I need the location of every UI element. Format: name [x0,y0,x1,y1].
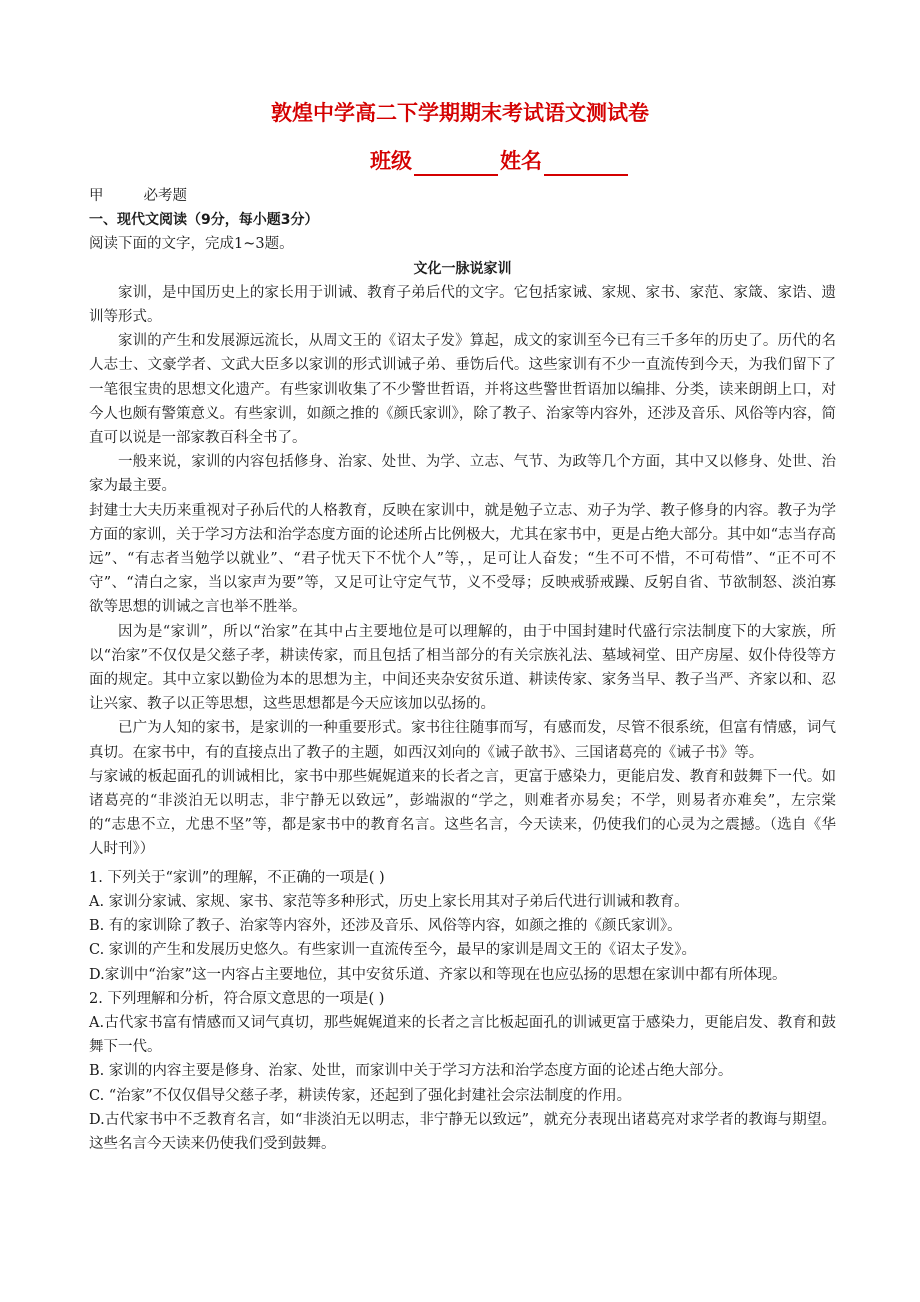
article-paragraph: 封建士大夫历来重视对子孙后代的人格教育，反映在家训中，就是勉子立志、劝子为学、教子修身的内容。教子为学方面的家训，关于学习方法和治学态度方面的论述所占比例极大，尤其在家书中，更是占绝大部分。其中如“志当存高远”、“有志者当勉学以就业”、“君子忧天下不忧个人”等，，足可让人奋发；“生不可不惜，不可苟惜”、“正不可不守”、“清白之家，当以家声为要”等，又足可让守定气节，义不受辱；反映戒骄戒躁、反躬自省、节欲制怒、淡泊寡欲等思想的训诫之言也举不胜举。 [89,502,836,616]
question-2-option-a: A.古代家书富有情感而又词气真切，那些娓娓道来的长者之言比板起面孔的训诫更富于感染力，更能启发、教育和鼓舞下一代。 [89,1014,836,1056]
article-paragraph: 家训的产生和发展源远流长，从周文王的《诏太子发》算起，成文的家训至今已有三千多年的历史了。历代的名人志士、文豪学者、文武大臣多以家训的形式训诫子弟、垂饬后代。这些家训有不少一直流传到今天，为我们留下了一笔很宝贵的思想文化遗产。有些家训收集了不少警世哲语，并将这些警世哲语加以编排、分类，读来朗朗上口，对今人也颇有警策意义。有些家训，如颜之推的《颜氏家训》，除了教子、治家等内容外，还涉及音乐、风俗等内容，简直可以说是一部家教百科全书了。 [89,333,836,447]
exam-title: 敦煌中学高二下学期期末考试语文测试卷 [271,101,649,125]
article-paragraph: 与家诫的板起面孔的训诫相比，家书中那些娓娓道来的长者之言，更富于感染力，更能启发、教育和鼓舞下一代。如诸葛亮的“非淡泊无以明志，非宁静无以致远”，彭端淑的“学之，则难者亦易矣；不学，则易者亦难矣”，左宗棠的“志患不立，尤患不坚”等，都是家书中的教育名言。这些名言，今天读来，仍使我们的心灵为之震撼。（选自《华人时刊》） [89,768,836,858]
question-2-option-b: B. 家训的内容主要是修身、治家、处世，而家训中关于学习方法和治学态度方面的论述占绝大部分。 [89,1063,733,1080]
section-heading: 一、现代文阅读（9分，每小题3分） [89,212,319,229]
article-paragraph: 一般来说，家训的内容包括修身、治家、处世、为学、立志、气节、为政等几个方面，其中又以修身、处世、治家为最主要。 [89,454,836,495]
question-2-stem: 2. 下列理解和分析，符合原文意思的一项是( ) [89,990,385,1007]
question-2-option-c: C. “治家”不仅仅倡导父慈子孝，耕读传家，还起到了强化封建社会宗法制度的作用。 [89,1087,632,1104]
question-1-option-b: B. 有的家训除了教子、治家等内容外，还涉及音乐、风俗等内容，如颜之推的《颜氏家训》。 [89,918,682,935]
article-paragraph: 已广为人知的家书，是家训的一种重要形式。家书往往随事而写，有感而发，尽管不很系统，但富有情感，词气真切。在家书中，有的直接点出了教子的主题，如西汉刘向的《诫子歆书》、三国诸葛亮的《诫子书》等。 [89,720,836,761]
class-label: 班级 [370,149,412,173]
name-blank [544,152,628,176]
article-title: 文化一脉说家训 [413,260,512,277]
class-name-line [370,146,630,176]
part-label: 甲 [89,188,104,204]
question-2-option-d: D.古代家书中不乏教育名言，如“非淡泊无以明志，非宁静无以致远”，就充分表现出诸葛亮对求学者的教诲与期望。这些名言今天读来仍使我们受到鼓舞。 [89,1111,836,1152]
question-1-stem: 1. 下列关于“家训”的理解，不正确的一项是( ) [89,869,385,886]
class-blank [414,152,498,176]
article-paragraph: 家训，是中国历史上的家长用于训诫、教育子弟后代的文字。它包括家诫、家规、家书、家范、家箴、家诰、遗训等形式。 [89,284,836,326]
section-instruction: 阅读下面的文字，完成1~3题。 [89,236,294,253]
exam-content [89,184,836,1156]
name-label: 姓名 [500,149,542,173]
article-paragraph: 因为是“家训”，所以“治家”在其中占主要地位是可以理解的，由于中国封建时代盛行宗法制度下的大家族，所以“治家”不仅仅是父慈子孝，耕读传家，而且包括了相当部分的有关宗族礼法、墓域祠堂、田产房屋、奴仆侍役等方面的规定。其中立家以勤俭为本的思想为主，中间还夹杂安贫乐道、耕读传家、家务当早、教子当严、齐家以和、忍让兴家、教子以正等思想，这些思想都是今天应该加以弘扬的。 [89,623,836,713]
part-name: 必考题 [143,188,187,204]
question-1-option-a: A. 家训分家诫、家规、家书、家范等多种形式，历史上家长用其对子弟后代进行训诫和教育。 [89,893,689,910]
question-1-option-c: C. 家训的产生和发展历史悠久。有些家训一直流传至今，最早的家训是周文王的《诏太子发》。 [89,942,697,959]
question-1-option-d: D.家训中“治家”这一内容占主要地位，其中安贫乐道、齐家以和等现在也应弘扬的思想在家训中都有所体现。 [89,966,787,983]
part-label-line [89,184,836,208]
